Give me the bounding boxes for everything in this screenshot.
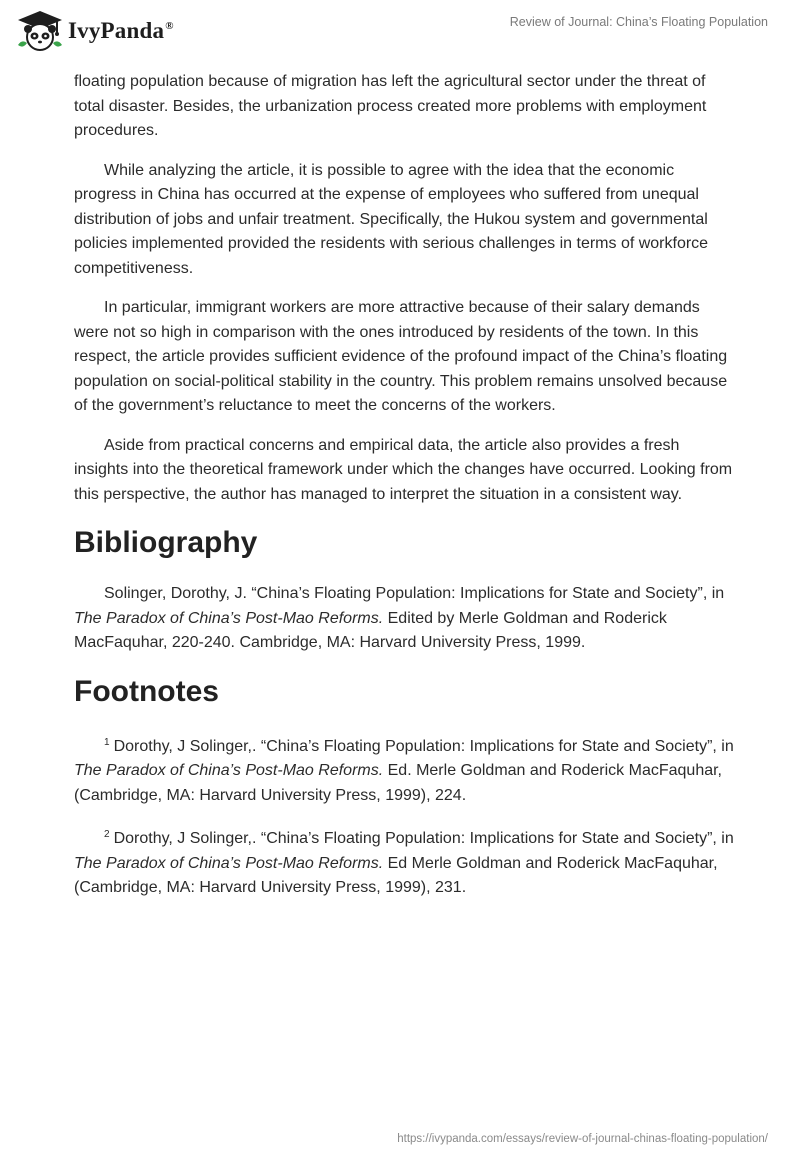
bibliography-heading: Bibliography — [74, 526, 258, 559]
source-url-link[interactable]: https://ivypanda.com/essays/review-of-journal-chinas-floating-population/ — [397, 1133, 768, 1145]
footnote-item: $^1$ Dorothy, J Solinger,. “China’s Floating Population: Implications for State and Society”, in The Paradox of China’s Post-Mao Reforms. Ed. Merle Goldman and Roderick MacFaquhar, (Cambridge, MA: Harvard University Press, 1999), 224. — [74, 736, 734, 804]
footnotes-heading: Footnotes — [74, 674, 219, 708]
page-header — [0, 0, 800, 70]
panda-graduate-icon — [16, 9, 64, 53]
brand-name: IvyPanda® — [68, 18, 174, 43]
ivypanda-logo[interactable] — [16, 9, 174, 53]
body-paragraph: While analyzing the article, it is possible to agree with the idea that the economic progress in China has occurred at the expense of employees who suffered from unequal distribution of jobs and unfair treatment. Specifically, the Hukou system and governmental policies implemented provided the residents with serious challenges in terms of workforce competitiveness. — [74, 161, 709, 277]
running-title: Review of Journal: China’s Floating Population — [509, 15, 768, 29]
footnote-item: $^2$ Dorothy, J Solinger,. “China’s Floating Population: Implications for State and Society”, in The Paradox of China’s Post-Mao Reforms. Ed Merle Goldman and Roderick MacFaquhar, (Cambridge, MA: Harvard University Press, 1999), 231. — [74, 829, 734, 896]
body-paragraph: In particular, immigrant workers are more attractive because of their salary demands were not so high in comparison with the ones introduced by residents of the town. In this respect, the article provides sufficient evidence of the profound impact of the China’s floating population on social-political stability in the country. This problem remains unsolved because of the government’s reluctance to meet the concerns of the workers. — [74, 299, 728, 414]
document-body — [74, 70, 734, 916]
bibliography-entry: Solinger, Dorothy, J. “China’s Floating Population: Implications for State and Society”, in The Paradox of China’s Post-Mao Reforms. Edited by Merle Goldman and Roderick MacFaquhar, 220-240. Cambridge, MA: Harvard University Press, 1999. — [74, 585, 725, 651]
body-paragraph: floating population because of migration has left the agricultural sector under the threat of total disaster. Besides, the urbanization process created more problems with employment procedures. — [74, 73, 707, 139]
footnote-number: 2 — [104, 829, 110, 840]
footnote-number: 1 — [104, 736, 110, 748]
body-paragraph: Aside from practical concerns and empirical data, the article also provides a fresh insights into the theoretical framework under which the changes have occurred. Looking from this perspective, the author has managed to interpret the situation in a consistent way. — [74, 436, 733, 503]
